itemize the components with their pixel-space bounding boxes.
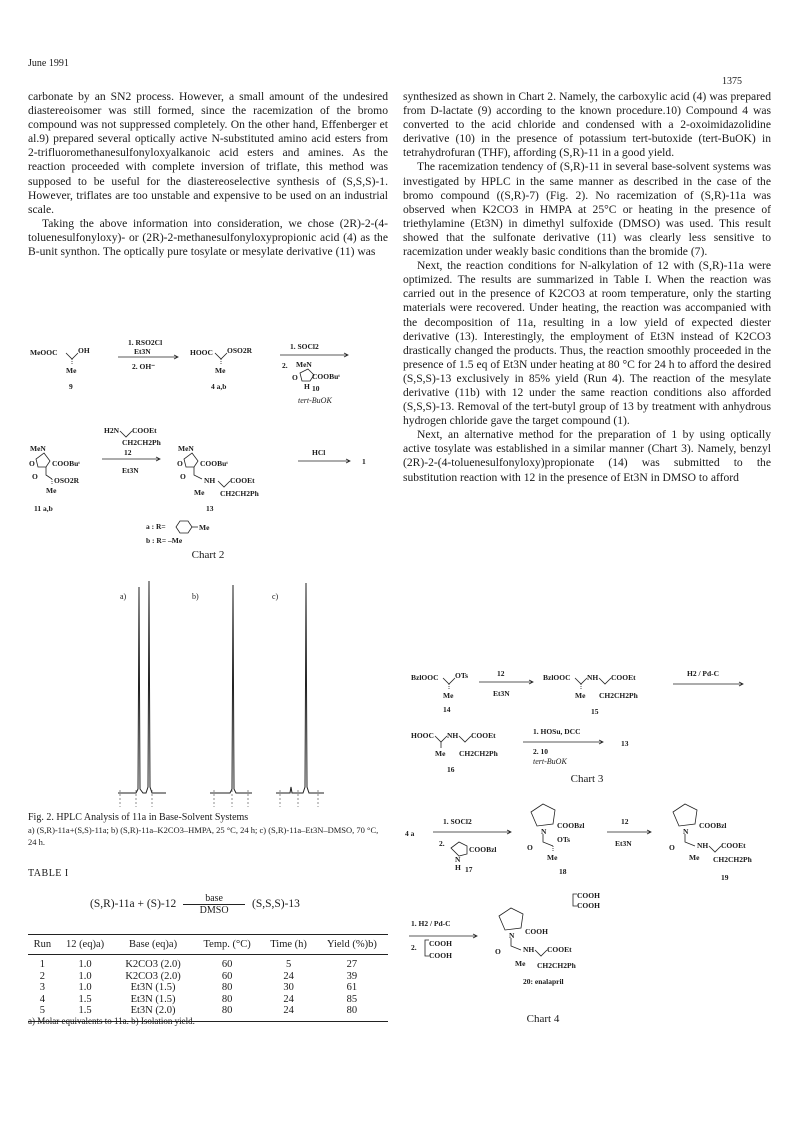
table-cell: 80 — [193, 1005, 262, 1021]
chart2-label: a : R= — [146, 522, 166, 531]
table-cell: 1.0 — [78, 959, 92, 970]
chart4-label: COOH — [525, 927, 548, 936]
table-row — [28, 971, 388, 983]
chart4-label: Me — [689, 853, 700, 862]
chart4-label: N — [541, 827, 547, 836]
chart2-label: MeOOC — [30, 348, 58, 357]
right-column-text — [403, 90, 771, 485]
chart2-label: COOEt — [132, 426, 157, 435]
table-cell: 2 — [39, 970, 46, 982]
chart2-label: Me — [66, 366, 77, 375]
chart4-label: COOEt — [547, 945, 572, 954]
chart-4-scheme — [403, 800, 773, 1030]
table-cell: 1.5 — [78, 993, 92, 1005]
chart4-label: O — [495, 947, 501, 956]
column-header: Time (h) — [261, 935, 315, 955]
chart3-label: 15 — [591, 707, 599, 716]
chart2-label: 2. OH⁻ — [132, 362, 156, 371]
table-cell: 5 — [285, 959, 292, 970]
chart3-label: Me — [435, 749, 446, 758]
table-cell: Et3N (1.5) — [130, 982, 176, 993]
equation-arrow — [183, 893, 245, 916]
table-cell: Et3N (1.5) — [130, 993, 176, 1005]
chart2-label: 2. — [282, 361, 288, 370]
chart2-label: COOBuᵗ — [52, 459, 80, 468]
chart2-label: O — [292, 373, 298, 382]
chart2-label: CH2CH2Ph — [122, 438, 161, 447]
chart4-label: O — [527, 843, 533, 852]
chart2-label: tert-BuOK — [298, 396, 332, 405]
chart3-label: 13 — [621, 739, 629, 748]
table-row — [28, 955, 388, 971]
chart4-label: Et3N — [615, 839, 632, 848]
paragraph: synthesized as shown in Chart 2. Namely, the carboxylic acid (4) was prepared from D-lactate (9) according to the known procedure.10) Compound 4 was converted to the acid chloride and condensed with a 2-oxoimidazolidine derivative (10) in the presence of potassium tert-butoxide (tert-BuOK) in tetrahydrofuran (THF), affording (S,R)-11 in a good yield. — [403, 90, 771, 160]
chart3-label: H2 / Pd-C — [687, 669, 720, 678]
equation-reactants: (S,R)-11a + (S)-12 — [90, 898, 177, 911]
chart3-label: BzlOOC — [411, 673, 439, 682]
panel-label-a: a) — [120, 592, 127, 601]
chart3-label: Et3N — [493, 689, 510, 698]
chart4-label: 1. SOCl2 — [443, 817, 472, 826]
paragraph: The racemization tendency of (S,R)-11 in several base-solvent systems was investigated by HPLC in the same manner as described in the case of the bromo compound ((S,R)-7) (Fig. 2). No racemization of (S,R)-11a was observed when K2CO3 in HMPA at 25°C or heating in the presence of triethylamine (Et3N) in dimethyl sulfoxide (DMSO) was used. This result showed that the sulfonate derivative (11) was clearly less sensitive to racemization under weakly basic conditions than the bromide (7). — [403, 160, 771, 259]
figure-2-hplc — [28, 575, 390, 810]
chart2-label: Me — [194, 488, 205, 497]
chart4-label: N — [455, 855, 461, 864]
chart2-label: COOBuᵗ — [200, 459, 228, 468]
chart4-label: COOH — [429, 939, 452, 948]
chart2-label: 9 — [69, 382, 73, 391]
chart2-label: CH2CH2Ph — [220, 489, 259, 498]
hplc-trace-b — [210, 585, 252, 793]
chart2-label: OSO2R — [227, 346, 253, 355]
paragraph: Next, an alternative method for the preparation of 1 by using optically active tosylate was established in a similar manner (Chart 3). Namely, benzyl (2R)-2-(4-toluenesulfonyloxy)propionate (14) was submitted to the substitution reaction with 12 in the presence of Et3N in DMSO to afford — [403, 428, 771, 484]
chart-4-label: Chart 4 — [526, 1013, 560, 1025]
chart2-label: MeN — [178, 444, 194, 453]
table-cell: 30 — [283, 982, 294, 993]
chart4-label: CH2CH2Ph — [713, 855, 752, 864]
chart4-label: 2. — [411, 943, 417, 952]
column-header: Yield (%)b) — [316, 935, 388, 955]
table-cell: 80 — [316, 1005, 388, 1021]
chart4-label: COOEt — [721, 841, 746, 850]
chart4-label: COOBzl — [557, 821, 585, 830]
chart3-label: tert-BuOK — [533, 757, 567, 766]
chart4-label: COOH — [429, 951, 452, 960]
chart2-label: O — [180, 472, 186, 481]
chart2-label: 11 a,b — [34, 504, 53, 513]
chart4-label: O — [669, 843, 675, 852]
chart3-label: CH2CH2Ph — [599, 691, 638, 700]
chart4-label: 17 — [465, 865, 473, 874]
chart3-label: 14 — [443, 705, 451, 714]
column-header: Base (eq)a) — [113, 935, 193, 955]
table-cell: 1 — [39, 959, 46, 970]
chart2-label: H2N — [104, 426, 119, 435]
equation-below: DMSO — [199, 905, 229, 916]
page-number: 1375 — [722, 76, 742, 87]
table-cell: 61 — [346, 982, 358, 993]
chart2-label: MeN — [296, 360, 312, 369]
chart-3-label: Chart 3 — [570, 773, 604, 785]
chart4-label: 12 — [621, 817, 629, 826]
chart2-label: COOBuᵗ — [312, 372, 340, 381]
running-header-date: June 1991 — [28, 58, 69, 69]
table-cell: K2CO3 (2.0) — [125, 970, 181, 982]
table-cell: 4 — [39, 993, 46, 1005]
table-title: TABLE I — [28, 868, 69, 879]
chart2-label: Et3N — [122, 466, 139, 475]
table-cell: 24 — [283, 993, 294, 1005]
chart3-label: Me — [575, 691, 586, 700]
chart2-label: HCl — [312, 448, 326, 457]
chart-3-scheme — [403, 660, 771, 785]
chart-2-scheme — [28, 333, 390, 561]
chart4-label: 1. H2 / Pd-C — [411, 919, 451, 928]
chart3-label: HOOC — [411, 731, 434, 740]
chart2-label: 13 — [206, 504, 214, 513]
table-cell: 1.5 — [57, 1005, 113, 1021]
chart4-label: H — [455, 863, 461, 872]
chart3-label: 2. 10 — [533, 747, 548, 756]
table-cell: 27 — [346, 959, 358, 970]
equation-above: base — [205, 893, 223, 904]
chart4-label: COOBzl — [699, 821, 727, 830]
table-footnote: a) Molar equivalents to 11a. b) Isolation yield. — [28, 1016, 195, 1026]
chart4-label: N — [683, 827, 689, 836]
chart3-label: 16 — [447, 765, 455, 774]
table-cell: Et3N (2.0) — [113, 1005, 193, 1021]
chart2-label: 4 a,b — [211, 382, 227, 391]
chart2-label: Et3N — [134, 347, 151, 356]
chart4-label: OTs — [557, 835, 571, 844]
table-cell: 5 — [28, 1005, 57, 1021]
chart2-label: OSO2R — [54, 476, 80, 485]
figure-caption-detail: a) (S,R)-11a+(S,S)-11a; b) (S,R)-11a–K2CO3–HMPA, 25 °C, 24 h; c) (S,R)-11a–Et3N–DMSO, 70 °C, 24 h. — [28, 825, 379, 847]
table-row — [28, 994, 388, 1006]
table-cell: 39 — [346, 970, 358, 982]
paragraph: Next, the reaction conditions for N-alkylation of 12 with (S,R)-11a were optimized. The results are summarized in Table I. When the reaction was carried out in the presence of K2CO3 at room temperature, only the starting materials were recovered. Under heating, the reaction was accompanied with the decomposition of 11a, resulting in a low yield of expected diester derivative (13). Interestingly, the employment of Et3N instead of K2CO3 drastically changed the products. Thus, the reaction smoothly proceeded in the presence of 1.5 eq of Et3N under heating at 80 °C for 24 h to afford the desired (S,S,S)-13 exclusively in 85% yield (Run 4). The reaction of the mesylate derivative (11b) with 12 under the same reaction conditions also afforded (S,S,S)-13. Removal of the tert-butyl group of 13 by treatment with anhydrous hydrogen chloride gave the target compound (1). — [403, 259, 771, 428]
table-row — [28, 982, 388, 994]
chart2-label: 1 — [362, 457, 366, 466]
chart2-label: Me — [46, 486, 57, 495]
table-cell: 1.0 — [78, 970, 92, 982]
table-cell: 80 — [221, 993, 233, 1005]
chart2-label: H — [304, 382, 310, 391]
table-cell: 24 — [283, 970, 294, 982]
chart2-label: MeN — [30, 444, 46, 453]
chart3-label: NH — [587, 673, 599, 682]
table-cell: 85 — [346, 993, 358, 1005]
chart4-label: 18 — [559, 867, 567, 876]
chart4-label: Me — [547, 853, 558, 862]
chart4-label: NH — [523, 945, 535, 954]
chart3-label: 1. HOSu, DCC — [533, 727, 581, 736]
chart4-label: 4 a — [405, 829, 415, 838]
table-cell: K2CO3 (2.0) — [125, 959, 181, 970]
chart4-label: COOBzl — [469, 845, 497, 854]
chart4-label: 20: enalapril — [523, 977, 564, 986]
figure-caption-title: Fig. 2. HPLC Analysis of 11a in Base-Solvent Systems — [28, 812, 249, 823]
column-header: 12 (eq)a) — [57, 935, 113, 955]
chart3-label: 12 — [497, 669, 505, 678]
chart2-label: 10 — [312, 384, 320, 393]
chart4-label: Me — [515, 959, 526, 968]
chart4-label: COOH — [577, 891, 600, 900]
table-cell: 80 — [221, 982, 233, 993]
chart2-label: NH — [204, 476, 216, 485]
chart3-label: OTs — [455, 671, 469, 680]
figure-2-caption — [28, 812, 388, 848]
chart4-label: COOH — [577, 901, 600, 910]
chart2-label: b : R= –Me — [146, 536, 183, 545]
column-header: Run — [28, 935, 57, 955]
chart4-label: N — [509, 931, 515, 940]
chart2-label: O — [177, 459, 183, 468]
chart2-label: O — [29, 459, 35, 468]
chart3-label: Me — [443, 691, 454, 700]
paragraph: carbonate by an SN2 process. However, a small amount of the undesired diastereoisomer was still formed, since the racemization of the bromo compound was not suppressed completely. On the other hand, Effenberger et al.9) prepared several optically active N-substituted amino acid esters from 2-trifluoromethanesulfonyloxyalkanoic acid esters and amines. As the reaction proceeded with complete inversion of triflate, this method was supposed to be useful for the diastereoselective synthesis of (S,S,S)-1. However, triflates are too unstable and expensive to be used on an industrial scale. — [28, 90, 388, 216]
chart2-label: 1. RSO2Cl — [128, 338, 163, 347]
equation-product: (S,S,S)-13 — [251, 898, 300, 911]
chart2-label: Me — [215, 366, 226, 375]
hplc-trace-c — [276, 583, 324, 793]
table-cell: 60 — [221, 959, 233, 970]
panel-label-c: c) — [272, 592, 279, 601]
chart4-label: 2. — [439, 839, 445, 848]
chart-2-label: Chart 2 — [191, 549, 225, 561]
table-cell: 24 — [261, 1005, 315, 1021]
chart2-label: 12 — [124, 448, 132, 457]
chart4-label: CH2CH2Ph — [537, 961, 576, 970]
paragraph: Taking the above information into consideration, we chose (2R)-2-(4-toluenesulfonyloxy)- or (2R)-2-methanesulfonyloxypropionic acid (4) as the B-unit synthon. The optically pure tosylate or mesylate derivative (11) was — [28, 216, 388, 259]
panel-label-b: b) — [192, 592, 199, 601]
chart3-label: NH — [447, 731, 459, 740]
chart2-label: HOOC — [190, 348, 213, 357]
hplc-trace-a — [118, 581, 166, 793]
table-cell: 3 — [39, 982, 46, 993]
left-column-text — [28, 90, 388, 259]
chart2-label: 1. SOCl2 — [290, 342, 319, 351]
chart4-label: 19 — [721, 873, 729, 882]
column-header: Temp. (°C) — [193, 935, 262, 955]
table-1 — [28, 934, 388, 1022]
chart3-label: COOEt — [611, 673, 636, 682]
chart2-label: Me — [199, 523, 210, 532]
chart4-label: NH — [697, 841, 709, 850]
chart2-label: OH — [78, 346, 90, 355]
chart3-label: CH2CH2Ph — [459, 749, 498, 758]
table-equation — [90, 893, 300, 916]
chart2-label: COOEt — [230, 476, 255, 485]
chart2-label: O — [32, 472, 38, 481]
table-cell: 1.0 — [78, 982, 92, 993]
chart3-label: BzlOOC — [543, 673, 571, 682]
table-cell: 60 — [221, 970, 233, 982]
chart3-label: COOEt — [471, 731, 496, 740]
